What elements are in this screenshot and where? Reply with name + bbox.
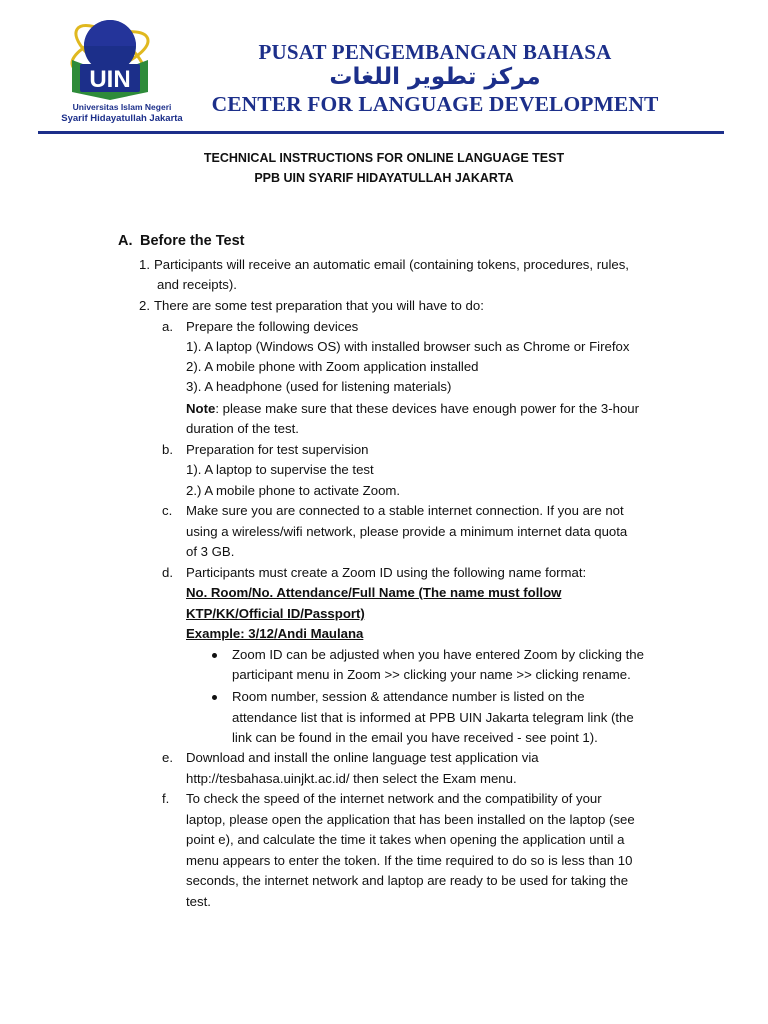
logo-text: UIN (89, 66, 131, 93)
header-title-arabic: مركز تطوير اللغات (329, 64, 541, 90)
name-example: Example: 3/12/Andi Maulana (186, 626, 364, 641)
item-2c-text-cont2: of 3 GB. (186, 544, 235, 559)
header-title-english: CENTER FOR LANGUAGE DEVELOPMENT (211, 92, 659, 116)
room-number-text-cont: attendance list that is informed at PPB UIN Jakarta telegram link (the (232, 710, 634, 725)
device-headphone: 3). A headphone (used for listening materials) (186, 379, 452, 394)
item-1-marker: 1. (139, 257, 150, 272)
supervision-mobile: 2.) A mobile phone to activate Zoom. (186, 483, 401, 498)
section-a-heading: Before the Test (140, 233, 245, 249)
note-label: Note (186, 401, 216, 416)
item-2-marker: 2. (139, 298, 150, 313)
item-2b-marker: b. (162, 442, 173, 457)
supervision-laptop: 1). A laptop to supervise the test (186, 462, 374, 477)
university-logo (42, 14, 183, 128)
device-mobile-phone: 2). A mobile phone with Zoom application installed (186, 359, 479, 374)
item-2c-text: Make sure you are connected to a stable internet connection. If you are not (186, 503, 624, 518)
header-divider (38, 131, 724, 134)
item-2f-text: To check the speed of the internet network and the compatibility of your (186, 791, 602, 806)
item-2d-marker: d. (162, 565, 173, 580)
app-download-url: http://tesbahasa.uinjkt.ac.id/ then select the Exam menu. (186, 771, 517, 786)
item-2e-marker: e. (162, 750, 173, 765)
item-2f-text-cont5: test. (186, 894, 211, 909)
name-format: No. Room/No. Attendance/Full Name (The name must follow (186, 585, 562, 600)
note-text: : please make sure that these devices have enough power for the 3-hour (215, 401, 640, 416)
room-number-text: Room number, session & attendance number is listed on the (232, 689, 585, 704)
item-2a-marker: a. (162, 319, 173, 334)
item-2c-text-cont: using a wireless/wifi network, please provide a minimum internet data quota (186, 524, 628, 539)
zoom-rename-text-cont: participant menu in Zoom >> clicking your name >> clicking rename. (232, 667, 631, 682)
document-title: TECHNICAL INSTRUCTIONS FOR ONLINE LANGUAGE TEST (203, 151, 565, 165)
item-2c-marker: c. (162, 503, 173, 518)
item-1-text: Participants will receive an automatic email (containing tokens, procedures, rules, (154, 257, 629, 272)
uin-emblem-icon (66, 14, 158, 102)
name-format-cont: KTP/KK/Official ID/Passport) (186, 606, 365, 621)
item-2f-text-cont4: seconds, the internet network and laptop are ready to be used for taking the (186, 873, 629, 888)
item-2-text: There are some test preparation that you will have to do: (154, 298, 484, 313)
device-laptop: 1). A laptop (Windows OS) with installed browser such as Chrome or Firefox (186, 339, 630, 354)
logo-university-name: Syarif Hidayatullah Jakarta (61, 113, 183, 124)
bullet-icon (212, 653, 217, 658)
header-title-indonesian: PUSAT PENGEMBANGAN BAHASA (258, 40, 612, 64)
note-line (186, 400, 639, 418)
document-subtitle: PPB UIN SYARIF HIDAYATULLAH JAKARTA (254, 171, 514, 185)
zoom-rename-text: Zoom ID can be adjusted when you have entered Zoom by clicking the (232, 647, 644, 662)
item-2f-text-cont: laptop, please open the application that has been installed on the laptop (see (186, 812, 635, 827)
note-text-cont: duration of the test. (186, 421, 299, 436)
item-2f-text-cont3: menu appears to enter the token. If the time required to do so is less than 10 (186, 853, 633, 868)
item-2f-marker: f. (162, 791, 170, 806)
bullet-icon (212, 695, 217, 700)
item-2d-text: Participants must create a Zoom ID using the following name format: (186, 565, 587, 580)
item-1-text-cont: and receipts). (157, 277, 237, 292)
section-a-marker: A. (118, 233, 133, 249)
room-number-text-cont2: link can be found in the email you have received - see point 1). (232, 730, 598, 745)
item-2b-text: Preparation for test supervision (186, 442, 369, 457)
logo-university-label: Universitas Islam Negeri (72, 102, 172, 112)
item-2f-text-cont2: point e), and calculate the time it takes when opening the application until a (186, 832, 625, 847)
item-2e-text: Download and install the online language test application via (186, 750, 539, 765)
item-2a-text: Prepare the following devices (186, 319, 359, 334)
